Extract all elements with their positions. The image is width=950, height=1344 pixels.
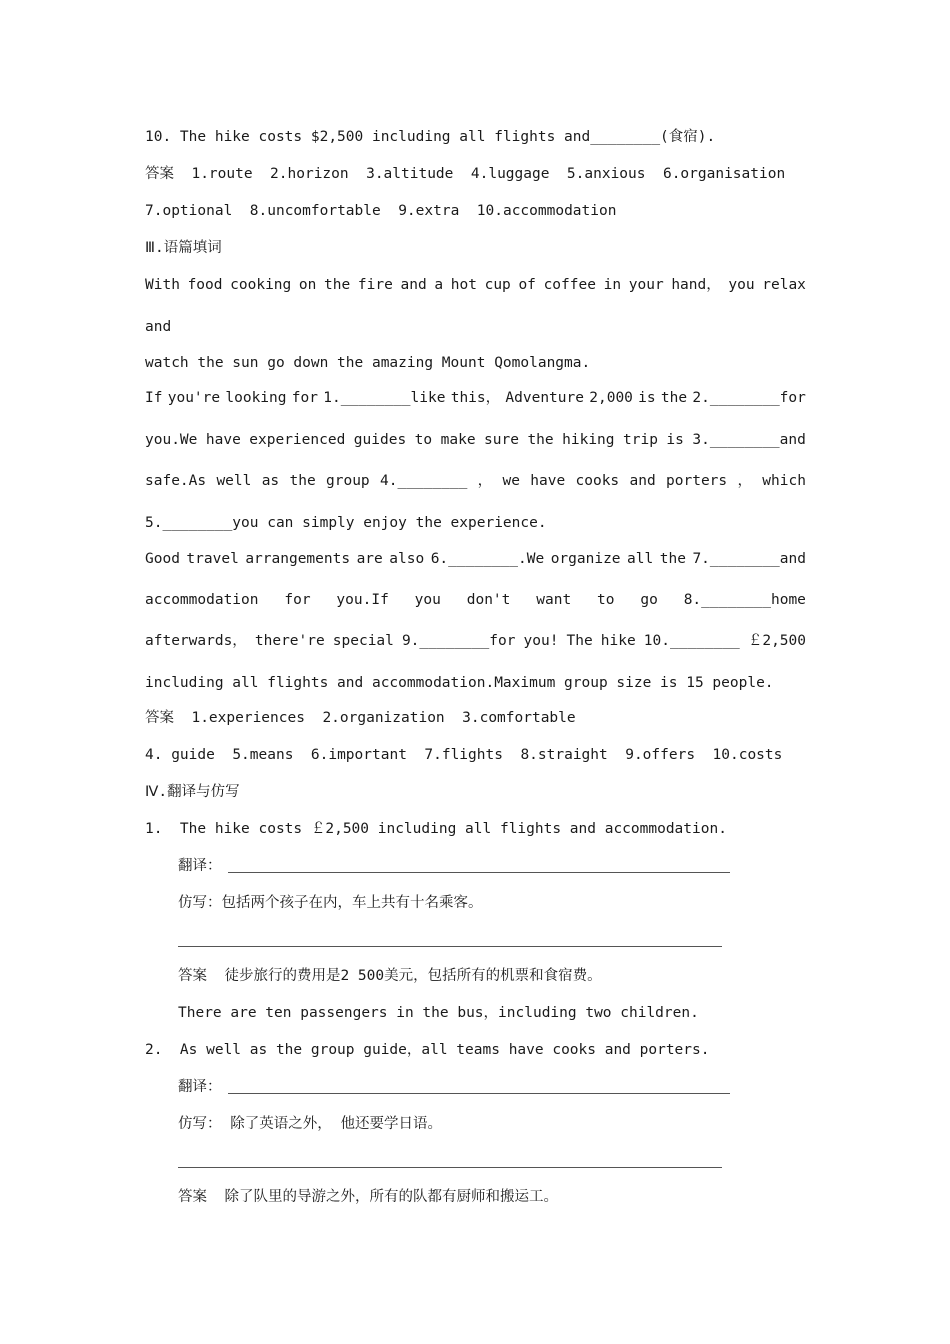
translate-label: 翻译： <box>178 858 222 874</box>
passage-word: With <box>145 277 180 293</box>
passage-word: coffee <box>543 277 596 293</box>
passage-word: also <box>389 551 425 567</box>
passage-word: of <box>518 277 536 293</box>
passage-word: hand， <box>671 277 721 293</box>
passage-word: cooks <box>575 473 620 489</box>
passage-line: 5.________you can simply enjoy the experience. <box>145 515 547 531</box>
passage-word: as <box>261 473 280 489</box>
passage-word: 8.________home <box>683 592 806 608</box>
passage-word: the <box>660 390 688 406</box>
passage-word: cooking <box>230 277 292 293</box>
passage-word: make <box>440 432 476 448</box>
passage-word: the <box>659 551 686 567</box>
passage-word: the <box>324 277 351 293</box>
answer-item: 10.costs <box>712 747 783 763</box>
passage-word: trip <box>623 432 658 448</box>
passage-word: The <box>566 633 593 649</box>
passage-word: food <box>187 277 223 293</box>
answer-item: 8.uncomfortable <box>249 203 381 219</box>
passage-word: guides <box>353 432 407 448</box>
answer-label: 答案 <box>178 1189 207 1205</box>
answer-item: 4.luggage <box>470 166 550 182</box>
passage-word: ， <box>737 473 752 489</box>
answer-label: 答案 <box>145 710 174 726</box>
passage-word: in <box>603 277 622 293</box>
passage-word: this， <box>450 390 501 406</box>
passage-word: all <box>627 551 654 567</box>
passage-line <box>145 471 806 491</box>
answer-blank-line <box>228 1093 730 1094</box>
answer-blank-line <box>178 1167 722 1168</box>
passage-word: 2.________for <box>692 390 806 406</box>
answer-item: 9.extra <box>398 203 460 219</box>
passage-line <box>145 430 806 450</box>
passage-word: we <box>502 473 520 489</box>
passage-line <box>145 631 806 651</box>
passage-line: including all flights and accommodation.Maximum group size is 15 people. <box>145 675 774 691</box>
answer-item: 9.offers <box>625 747 696 763</box>
passage-word: 2,000 <box>589 390 633 406</box>
imitate-prompt: 仿写： 除了英语之外， 他还要学日语。 <box>178 1116 442 1132</box>
passage-word: you! <box>523 633 559 649</box>
passage-word: 1.________like <box>323 390 446 406</box>
answer-blank-line <box>228 872 730 873</box>
passage-line <box>145 549 806 569</box>
passage-word: you <box>414 592 441 608</box>
answer-text: 徒步旅行的费用是2 500美元，包括所有的机票和食宿费。 <box>224 968 602 984</box>
passage-word: have <box>530 473 566 489</box>
question-10: 10. The hike costs $2,500 including all flights and________(食宿). <box>145 129 716 145</box>
answer-item: 5.anxious <box>566 166 646 182</box>
passage-word: looking <box>225 390 287 406</box>
answer-line <box>178 1187 558 1207</box>
passage-word: to <box>414 432 433 448</box>
passage-word: to <box>597 592 615 608</box>
passage-word: is <box>638 390 656 406</box>
passage-line: watch the sun go down the amazing Mount Qomolangma. <box>145 355 591 371</box>
passage-word: hot <box>450 277 477 293</box>
answer-line <box>178 966 602 986</box>
passage-word: for <box>291 390 318 406</box>
translation-question-2: 2. As well as the group guide，all teams have cooks and porters. <box>145 1042 710 1058</box>
answer-item: 1.experiences <box>191 710 305 726</box>
answer-item: 4. guide <box>145 747 215 763</box>
answer-item: 3.comfortable <box>462 710 576 726</box>
passage-word: which <box>762 473 806 489</box>
passage-word: the <box>527 432 554 448</box>
passage-word: 6.________.We <box>430 551 545 567</box>
passage-word: your <box>628 277 664 293</box>
passage-word: the <box>289 473 316 489</box>
answer-line-2 <box>145 201 616 221</box>
answer-text: 除了队里的导游之外，所有的队都有厨师和搬运工。 <box>224 1189 558 1205</box>
answer-line-1 <box>145 164 785 184</box>
passage-word: and <box>400 277 427 293</box>
passage-line: and <box>145 319 172 335</box>
answer-item: 3.altitude <box>366 166 454 182</box>
passage-word: organize <box>550 551 621 567</box>
answer-item: 2.organization <box>322 710 445 726</box>
passage-word: 7.________and <box>692 551 806 567</box>
answer-line-3 <box>145 708 576 728</box>
passage-word: safe.As <box>145 473 207 489</box>
passage-word: go <box>640 592 658 608</box>
passage-word: ， <box>477 473 493 489</box>
passage-word: have <box>205 432 241 448</box>
answer-item: 6.important <box>310 747 407 763</box>
translate-label: 翻译： <box>178 1079 222 1095</box>
passage-word: you.If <box>336 592 389 608</box>
passage-word: you're <box>167 390 221 406</box>
passage-word: group <box>326 473 370 489</box>
answer-item: 7.flights <box>424 747 503 763</box>
answer-item: 10.accommodation <box>476 203 617 219</box>
passage-word: 4.________ <box>380 473 468 489</box>
passage-word: relax <box>762 277 806 293</box>
answer-label: 答案 <box>145 166 174 182</box>
answer-item: 5.means <box>232 747 294 763</box>
passage-word: sure <box>484 432 519 448</box>
passage-word: a <box>434 277 444 293</box>
passage-word: want <box>536 592 572 608</box>
passage-line <box>145 275 806 295</box>
passage-word: well <box>216 473 252 489</box>
answer-label: 答案 <box>178 968 207 984</box>
answer-item: 6.organisation <box>662 166 786 182</box>
passage-word: is <box>666 432 684 448</box>
passage-word: cup <box>484 277 511 293</box>
passage-word: hike <box>600 633 636 649</box>
passage-word: on <box>298 277 317 293</box>
passage-word: Good <box>145 551 180 567</box>
answer-item: 8.straight <box>520 747 608 763</box>
passage-word: afterwards， <box>145 633 247 649</box>
passage-word: special <box>332 633 394 649</box>
passage-line <box>145 388 806 408</box>
passage-word: hiking <box>562 432 615 448</box>
passage-word: If <box>145 390 163 406</box>
passage-line <box>145 590 806 610</box>
passage-word: and <box>629 473 656 489</box>
passage-word: accommodation <box>145 592 259 608</box>
section-title-3: Ⅲ.语篇填词 <box>145 240 222 256</box>
answer-blank-line <box>178 946 722 947</box>
passage-word: Adventure <box>505 390 584 406</box>
answer-item: 2.horizon <box>270 166 349 182</box>
section-title-4: Ⅳ.翻译与仿写 <box>145 784 240 800</box>
passage-word: experienced <box>249 432 346 448</box>
passage-word: for <box>284 592 311 608</box>
passage-word: you <box>728 277 755 293</box>
answer-item: 7.optional <box>145 203 233 219</box>
passage-word: arrangements <box>245 551 351 567</box>
passage-word: porters <box>666 473 728 489</box>
passage-word: you.We <box>145 432 198 448</box>
passage-word: are <box>356 551 383 567</box>
passage-word: ￡2,500 <box>747 633 806 649</box>
answer-english: There are ten passengers in the bus，including two children. <box>178 1005 699 1021</box>
answer-line-4 <box>145 745 782 765</box>
answer-item: 1.route <box>191 166 253 182</box>
passage-word: 10.________ <box>643 633 740 649</box>
passage-word: 9.________for <box>401 633 516 649</box>
passage-word: 3.________and <box>692 432 806 448</box>
translation-question-1: 1. The hike costs ￡2,500 including all flights and accommodation. <box>145 821 727 837</box>
passage-word: fire <box>357 277 393 293</box>
imitate-prompt: 仿写：包括两个孩子在内，车上共有十名乘客。 <box>178 895 483 911</box>
passage-word: there're <box>254 633 325 649</box>
passage-word: don't <box>466 592 511 608</box>
passage-word: travel <box>186 551 239 567</box>
